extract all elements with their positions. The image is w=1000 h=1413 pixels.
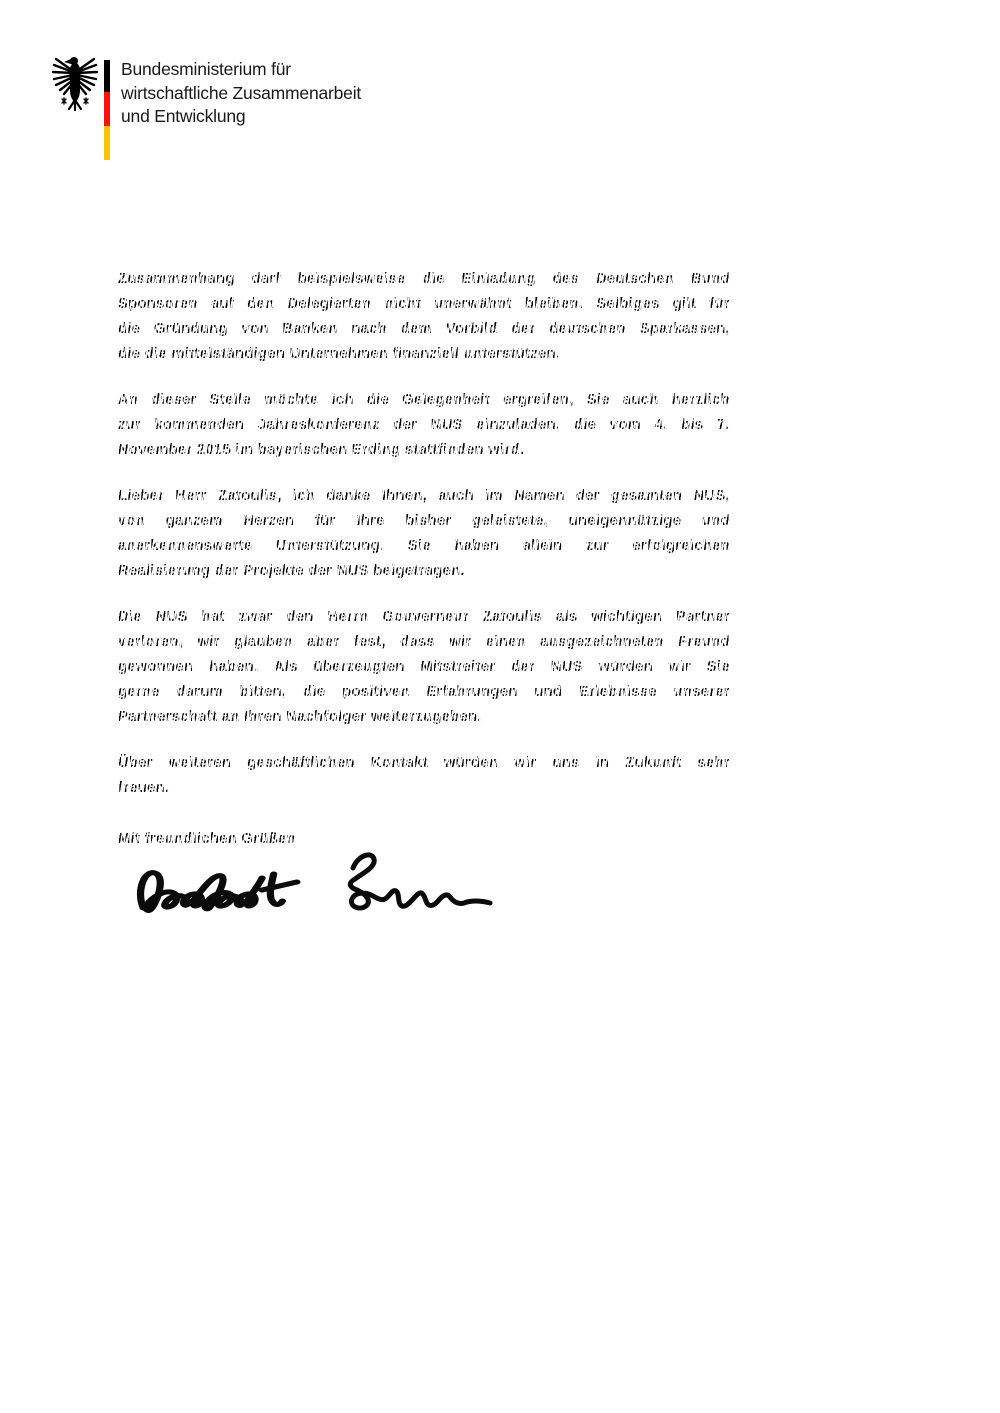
paragraph-4 — [118, 605, 730, 730]
ministry-line-1: Bundesministerium für — [121, 59, 291, 79]
handwritten-signature — [118, 846, 498, 950]
text-line: verloren, wir glauben aber fest, dass wir einen ausgezeichneten Freund — [118, 630, 730, 655]
text-line: Zusammenhang darf beispielsweise die Einladung des Deutschen Bund — [118, 267, 730, 292]
text-line: anerkennenswerte Unterstützung. Sie haben allein zur erfolgreichen — [118, 534, 730, 559]
ministry-line-3: und Entwicklung — [121, 106, 246, 126]
paragraph-3 — [118, 484, 730, 584]
text-line: An dieser Stelle möchte ich die Gelegenheit ergreifen, Sie auch herzlich — [118, 388, 730, 413]
text-line: Über weiteren geschäftlichen Kontakt würden wir uns in Zukunft sehr — [118, 751, 730, 776]
text-line: gewonnen haben. Als überzeugten Mitstreiter der NUS würden wir Sie — [118, 655, 730, 680]
text-line: zur kommenden Jahreskonferenz der NUS einzuladen, die vom 4. bis 7. — [118, 413, 730, 438]
paragraph-1 — [118, 267, 730, 367]
text-line: Partnerschaft an Ihren Nachfolger weiterzugeben. — [118, 705, 730, 730]
text-line: Lieber Herr Zatoulis, ich danke Ihnen, auch im Namen der gesamten NUS, — [118, 484, 730, 509]
text-line: freuen. — [118, 776, 730, 801]
closing-salutation: Mit freundlichen Grüßen — [118, 827, 730, 852]
text-line: Die NUS hat zwar den Herrn Gouverneur Zatoulis als wichtigen Partner — [118, 605, 730, 630]
text-line: die Gründung von Banken nach dem Vorbild der deutschen Sparkassen, — [118, 317, 730, 342]
text-line: die die mittelständigen Unternehmen finanziell unterstützen. — [118, 342, 730, 367]
paragraph-2 — [118, 388, 730, 463]
text-line: November 2015 im bayerischen Erding stattfinden wird. — [118, 438, 730, 463]
federal-eagle-icon — [52, 54, 98, 112]
text-line: Realisierung der Projekte der NUS beigetragen. — [118, 559, 730, 584]
ministry-line-2: wirtschaftliche Zusammenarbeit — [121, 82, 362, 103]
letter-body — [118, 267, 730, 852]
text-line: Sponsoren auf den Delegierten nicht unerwähnt bleiben. Selbiges gilt für — [118, 292, 730, 317]
ministry-name — [121, 58, 361, 129]
text-line: gerne darum bitten, die positiven Erfahrungen und Erlebnisse unserer — [118, 680, 730, 705]
letterhead — [52, 54, 361, 160]
flag-stripe — [104, 60, 110, 160]
text-line: von ganzem Herzen für Ihre bisher geleistete, uneigennützige und — [118, 509, 730, 534]
paragraph-5 — [118, 751, 730, 801]
